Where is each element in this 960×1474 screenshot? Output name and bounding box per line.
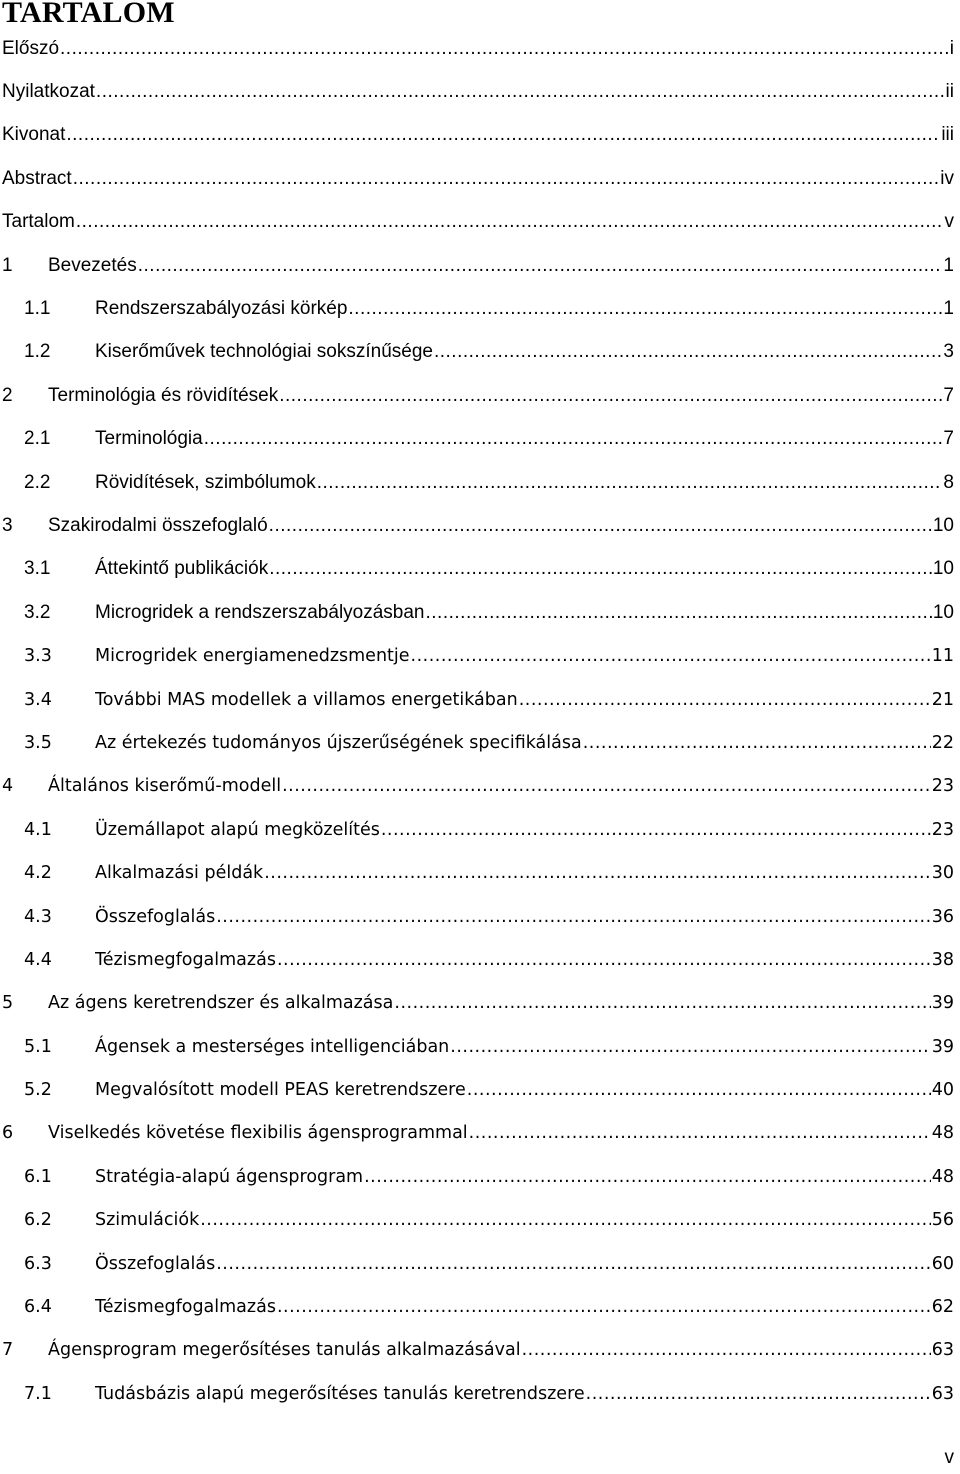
toc-entry[interactable] xyxy=(0,634,960,677)
toc-entry-line xyxy=(95,1252,954,1276)
toc-entry-number: 2.2 xyxy=(24,471,51,493)
toc-entry-label: Ágensek a mesterséges intelligenciában xyxy=(95,1036,450,1057)
toc-entry-line xyxy=(48,384,954,408)
dot-leader xyxy=(200,1208,931,1232)
toc-entry[interactable] xyxy=(0,27,960,70)
toc-entry-line xyxy=(95,1382,954,1406)
toc-entry[interactable] xyxy=(0,70,960,113)
toc-entry[interactable] xyxy=(0,418,960,461)
toc-entry[interactable] xyxy=(0,982,960,1025)
dot-leader xyxy=(522,1338,931,1362)
toc-entry[interactable] xyxy=(0,678,960,721)
toc-entry-number: 4.4 xyxy=(24,949,52,970)
toc-entry-label: Rendszerszabályozási körkép xyxy=(95,298,348,320)
toc-entry[interactable] xyxy=(0,1068,960,1111)
dot-leader xyxy=(583,731,931,755)
toc-entry[interactable] xyxy=(0,504,960,547)
toc-entry-page: 23 xyxy=(931,776,954,797)
toc-entry[interactable] xyxy=(0,201,960,244)
toc-entry-number: 1 xyxy=(2,254,13,276)
toc-entry-page: 7 xyxy=(943,384,954,406)
dot-leader xyxy=(96,80,945,104)
toc-entry-page: 40 xyxy=(931,1080,954,1101)
toc-entry-number: 6.1 xyxy=(24,1166,52,1187)
toc-entry-label: Alkalmazási példák xyxy=(95,863,264,884)
toc-entry-number: 7.1 xyxy=(24,1383,52,1404)
dot-leader xyxy=(467,1078,931,1102)
toc-entry-line xyxy=(2,80,954,104)
toc-entry-label: Előszó xyxy=(2,37,60,59)
toc-entry-page: 36 xyxy=(931,906,954,927)
toc-title: TARTALOM xyxy=(2,0,175,29)
toc-entry-number: 7 xyxy=(2,1340,14,1361)
dot-leader xyxy=(269,514,932,538)
toc-entry-label: Abstract xyxy=(2,167,72,189)
toc-entry[interactable] xyxy=(0,461,960,504)
dot-leader xyxy=(216,1252,930,1276)
dot-leader xyxy=(348,297,942,321)
dot-leader xyxy=(60,37,949,61)
toc-entry-label: Tudásbázis alapú megerősítéses tanulás keretrendszere xyxy=(95,1383,585,1404)
toc-entry-label: Bevezetés xyxy=(48,254,137,276)
toc-entry-number: 6.4 xyxy=(24,1297,52,1318)
toc-entry-label: Tézismegfogalmazás xyxy=(95,1297,276,1318)
toc-entry[interactable] xyxy=(0,1112,960,1155)
toc-entry-line xyxy=(2,37,954,61)
toc-entry[interactable] xyxy=(0,287,960,330)
toc-entry-label: Rövidítések, szimbólumok xyxy=(95,471,316,493)
dot-leader xyxy=(76,210,944,234)
toc-entry-page: 63 xyxy=(931,1383,954,1404)
toc-entry-number: 4.1 xyxy=(24,819,52,840)
toc-entry-page: 48 xyxy=(931,1166,954,1187)
dot-leader xyxy=(411,644,931,668)
toc-entry-page: 10 xyxy=(932,514,954,536)
toc-entry-line xyxy=(95,731,954,755)
toc-entry[interactable] xyxy=(0,808,960,851)
dot-leader xyxy=(426,601,932,625)
dot-leader xyxy=(277,948,931,972)
toc-entry-number: 2 xyxy=(2,384,13,406)
toc-entry-number: 4.3 xyxy=(24,906,52,927)
toc-entry-number: 2.1 xyxy=(24,428,51,450)
toc-entry-number: 3.4 xyxy=(24,689,52,710)
dot-leader xyxy=(519,688,931,712)
toc-entry-line xyxy=(95,688,954,712)
toc-entry-page: 10 xyxy=(932,558,954,580)
toc-entry-line xyxy=(2,123,954,147)
toc-entry[interactable] xyxy=(0,1372,960,1415)
toc-entry-page: v xyxy=(944,211,954,233)
toc-entry-line xyxy=(95,601,954,625)
toc-entry-page: 22 xyxy=(931,732,954,753)
toc-entry-page: 30 xyxy=(931,863,954,884)
toc-entry-line xyxy=(95,471,954,495)
toc-entry-label: További MAS modellek a villamos energetikában xyxy=(95,689,518,710)
dot-leader xyxy=(586,1382,931,1406)
toc-entry-number: 1.2 xyxy=(24,341,51,363)
toc-entry-label: Tartalom xyxy=(2,211,75,233)
toc-entry-number: 5.1 xyxy=(24,1036,52,1057)
toc-entry-label: Microgridek energiamenedzsmentje xyxy=(95,646,410,667)
toc-entry-label: Áttekintő publikációk xyxy=(95,558,269,580)
toc-entry-label: Megvalósított modell PEAS keretrendszere xyxy=(95,1080,466,1101)
toc-entry-page: 23 xyxy=(931,819,954,840)
toc-entry-line xyxy=(95,1208,954,1232)
toc-entry-page: 39 xyxy=(931,1036,954,1057)
toc-entry-label: Terminológia és rövidítések xyxy=(48,384,279,406)
toc-entry-number: 6 xyxy=(2,1123,14,1144)
toc-entry[interactable] xyxy=(0,331,960,374)
dot-leader xyxy=(364,1165,931,1189)
toc-entry[interactable] xyxy=(0,938,960,981)
toc-entry-label: Üzemállapot alapú megközelítés xyxy=(95,819,380,840)
toc-entry-page: 21 xyxy=(931,689,954,710)
toc-entry-page: 11 xyxy=(931,646,954,667)
dot-leader xyxy=(394,991,930,1015)
toc-entry-line xyxy=(95,297,954,321)
toc-entry-number: 4 xyxy=(2,776,14,797)
toc-entry-page: 56 xyxy=(931,1210,954,1231)
toc-entry-label: Szimulációk xyxy=(95,1210,200,1231)
toc-entry-label: Kivonat xyxy=(2,124,66,146)
toc-entry-line xyxy=(95,905,954,929)
toc-entry-label: Szakirodalmi összefoglaló xyxy=(48,514,268,536)
toc-entry[interactable] xyxy=(0,1285,960,1328)
toc-entry-number: 4.2 xyxy=(24,863,52,884)
toc-entry[interactable] xyxy=(0,1025,960,1068)
toc-entry[interactable] xyxy=(0,548,960,591)
toc-entry-line xyxy=(95,1295,954,1319)
toc-entry[interactable] xyxy=(0,721,960,764)
toc-entry[interactable] xyxy=(0,1329,960,1372)
dot-leader xyxy=(434,340,942,364)
toc-entry-page: 1 xyxy=(943,298,954,320)
toc-entry-number: 6.2 xyxy=(24,1210,52,1231)
toc-entry-number: 3 xyxy=(2,514,13,536)
toc-entry-line xyxy=(2,210,954,234)
toc-entry-page: 62 xyxy=(931,1297,954,1318)
dot-leader xyxy=(279,384,942,408)
toc-entry-number: 3.3 xyxy=(24,646,52,667)
toc-entry-page: 48 xyxy=(931,1123,954,1144)
toc-entry-line xyxy=(48,254,954,278)
dot-leader xyxy=(269,557,932,581)
toc-entry-label: Viselkedés követése flexibilis ágensprogrammal xyxy=(48,1123,468,1144)
toc-entry-number: 6.3 xyxy=(24,1253,52,1274)
dot-leader xyxy=(66,123,940,147)
page-number: v xyxy=(944,1447,954,1468)
toc-entry-label: Általános kiserőmű-modell xyxy=(48,776,282,797)
toc-entry-label: Az értekezés tudományos újszerűségének specifikálása xyxy=(95,732,582,753)
toc-entry-label: Microgridek a rendszerszabályozásban xyxy=(95,601,425,623)
toc-entry-line xyxy=(95,1165,954,1189)
toc-list xyxy=(0,27,960,1416)
toc-entry-line xyxy=(95,1035,954,1059)
toc-entry[interactable] xyxy=(0,374,960,417)
toc-entry-label: Ágensprogram megerősítéses tanulás alkalmazásával xyxy=(48,1340,521,1361)
toc-entry-label: Terminológia xyxy=(95,428,203,450)
toc-entry-line xyxy=(95,948,954,972)
toc-entry[interactable] xyxy=(0,114,960,157)
toc-entry-line xyxy=(95,1078,954,1102)
toc-entry-line xyxy=(48,1121,954,1145)
toc-entry-page: ii xyxy=(945,81,954,103)
dot-leader xyxy=(317,471,943,495)
toc-entry-page: 39 xyxy=(931,993,954,1014)
dot-leader xyxy=(282,774,931,798)
toc-entry-page: iii xyxy=(941,124,954,146)
toc-entry-page: 63 xyxy=(931,1340,954,1361)
toc-entry-line xyxy=(48,514,954,538)
toc-entry-label: Összefoglalás xyxy=(95,1253,216,1274)
toc-entry-line xyxy=(95,644,954,668)
toc-entry-line xyxy=(2,167,954,191)
toc-entry[interactable] xyxy=(0,157,960,200)
toc-entry-number: 3.5 xyxy=(24,732,52,753)
toc-entry-number: 5.2 xyxy=(24,1080,52,1101)
toc-entry[interactable] xyxy=(0,1155,960,1198)
toc-entry-label: Nyilatkozat xyxy=(2,81,95,103)
dot-leader xyxy=(381,818,931,842)
toc-entry-number: 3.1 xyxy=(24,558,51,580)
toc-entry-number: 3.2 xyxy=(24,601,51,623)
toc-entry[interactable] xyxy=(0,765,960,808)
toc-entry-number: 5 xyxy=(2,993,14,1014)
toc-entry-line xyxy=(95,557,954,581)
toc-entry[interactable] xyxy=(0,1199,960,1242)
dot-leader xyxy=(469,1121,931,1145)
toc-entry-label: Tézismegfogalmazás xyxy=(95,949,276,970)
toc-entry-line xyxy=(95,861,954,885)
toc-entry-page: iv xyxy=(940,167,954,189)
toc-entry-page: 1 xyxy=(943,254,954,276)
toc-entry-line xyxy=(95,427,954,451)
toc-entry-label: Kiserőművek technológiai sokszínűsége xyxy=(95,341,433,363)
toc-entry[interactable] xyxy=(0,244,960,287)
dot-leader xyxy=(277,1295,931,1319)
dot-leader xyxy=(216,905,930,929)
toc-entry-page: 38 xyxy=(931,949,954,970)
toc-entry[interactable] xyxy=(0,591,960,634)
toc-entry-label: Stratégia-alapú ágensprogram xyxy=(95,1166,364,1187)
toc-entry-page: i xyxy=(949,37,954,59)
dot-leader xyxy=(138,254,943,278)
toc-entry-line xyxy=(48,991,954,1015)
toc-entry-page: 3 xyxy=(943,341,954,363)
toc-entry-number: 1.1 xyxy=(24,298,51,320)
toc-entry-page: 60 xyxy=(931,1253,954,1274)
toc-entry-line xyxy=(48,774,954,798)
dot-leader xyxy=(204,427,943,451)
toc-entry-line xyxy=(95,818,954,842)
toc-entry[interactable] xyxy=(0,895,960,938)
toc-entry-label: Az ágens keretrendszer és alkalmazása xyxy=(48,993,394,1014)
toc-entry-line xyxy=(95,340,954,364)
toc-entry-page: 8 xyxy=(943,471,954,493)
toc-entry[interactable] xyxy=(0,1242,960,1285)
dot-leader xyxy=(73,167,940,191)
toc-entry-line xyxy=(48,1338,954,1362)
toc-entry-page: 7 xyxy=(943,428,954,450)
dot-leader xyxy=(264,861,931,885)
toc-entry-page: 10 xyxy=(932,601,954,623)
toc-entry[interactable] xyxy=(0,851,960,894)
toc-entry-label: Összefoglalás xyxy=(95,906,216,927)
dot-leader xyxy=(450,1035,930,1059)
